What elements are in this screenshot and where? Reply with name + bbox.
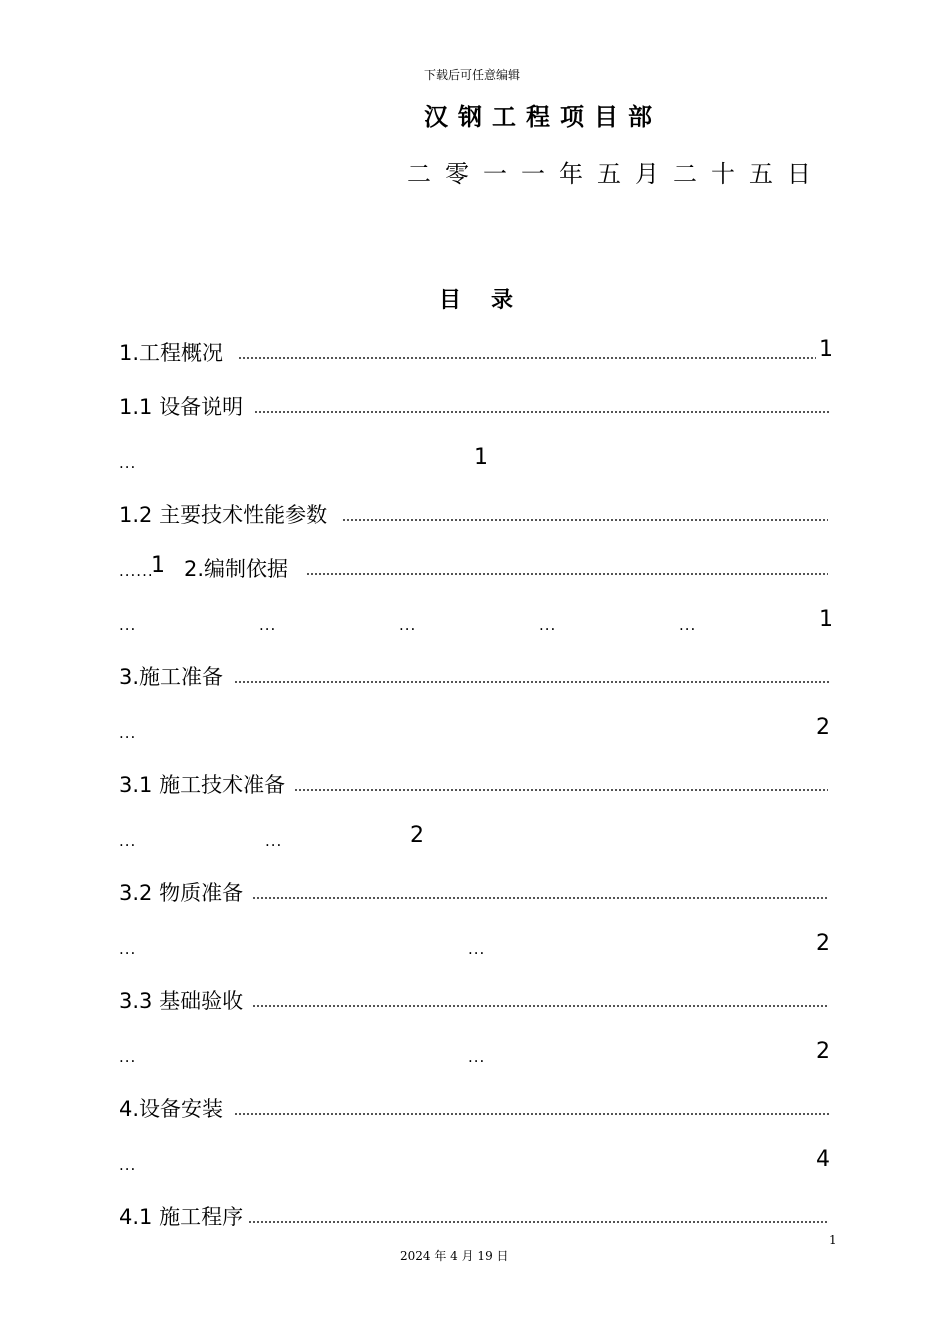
leader-dots [306, 573, 828, 575]
toc-page-number[interactable]: 2 [410, 823, 424, 848]
leader-dots [254, 411, 830, 413]
leader-ellipsis: ... [119, 724, 137, 742]
footer-date: 2024 年 4 月 19 日 [400, 1249, 509, 1263]
toc-entry-title[interactable]: 3.3 基础验收 [119, 989, 244, 1013]
leader-dots [238, 357, 816, 359]
toc-page-number[interactable]: 1 [474, 445, 488, 470]
toc-entry-title[interactable]: 3.2 物质准备 [119, 881, 244, 905]
leader-ellipsis: ... [119, 940, 137, 958]
leader-ellipsis: ... [468, 940, 486, 958]
toc-page-number[interactable]: 1 [819, 607, 833, 632]
leader-ellipsis: ... [539, 616, 557, 634]
toc-page-number[interactable]: 2 [816, 715, 830, 740]
date-line: 二零一一年五月二十五日 [407, 160, 825, 188]
toc-entry-title[interactable]: 1.1 设备说明 [119, 395, 244, 419]
leader-dots [248, 1221, 828, 1223]
leader-ellipsis: ... [119, 616, 137, 634]
leader-ellipsis: ... [679, 616, 697, 634]
toc-entry-title[interactable]: 4.设备安装 [119, 1097, 224, 1121]
leader-ellipsis: ... [119, 1156, 137, 1174]
toc-entry-title[interactable]: 2.编制依据 [184, 557, 289, 581]
toc-title: 目录 [439, 288, 544, 313]
leader-ellipsis: ... [468, 1048, 486, 1066]
leader-ellipsis: ... [399, 616, 417, 634]
toc-entry-title[interactable]: 4.1 施工程序 [119, 1205, 244, 1229]
leader-ellipsis: ... [119, 832, 137, 850]
leader-ellipsis: ... [265, 832, 283, 850]
toc-entry-title[interactable]: 3.1 施工技术准备 [119, 773, 286, 797]
leader-dots [252, 1005, 828, 1007]
toc-page-number[interactable]: 4 [816, 1147, 830, 1172]
leader-ellipsis: ... [119, 1048, 137, 1066]
leader-ellipsis: ... [119, 454, 137, 472]
footer-page-number: 1 [829, 1233, 837, 1247]
leader-dots [252, 897, 828, 899]
toc-page-number[interactable]: 2 [816, 931, 830, 956]
leader-dots [234, 681, 830, 683]
leader-ellipsis: ...... [119, 562, 154, 580]
leader-dots [342, 519, 828, 521]
leader-dots [294, 789, 828, 791]
toc-entry-title[interactable]: 1.2 主要技术性能参数 [119, 503, 328, 527]
header-note: 下载后可任意编辑 [424, 68, 521, 82]
toc-page-number[interactable]: 1 [151, 553, 165, 578]
leader-dots [234, 1113, 830, 1115]
org-name: 汉钢工程项目部 [424, 103, 662, 131]
leader-ellipsis: ... [259, 616, 277, 634]
toc-page-number[interactable]: 2 [816, 1039, 830, 1064]
toc-entry-title[interactable]: 1.工程概况 [119, 341, 224, 365]
toc-entry-title[interactable]: 3.施工准备 [119, 665, 224, 689]
toc-page-number[interactable]: 1 [819, 337, 833, 362]
